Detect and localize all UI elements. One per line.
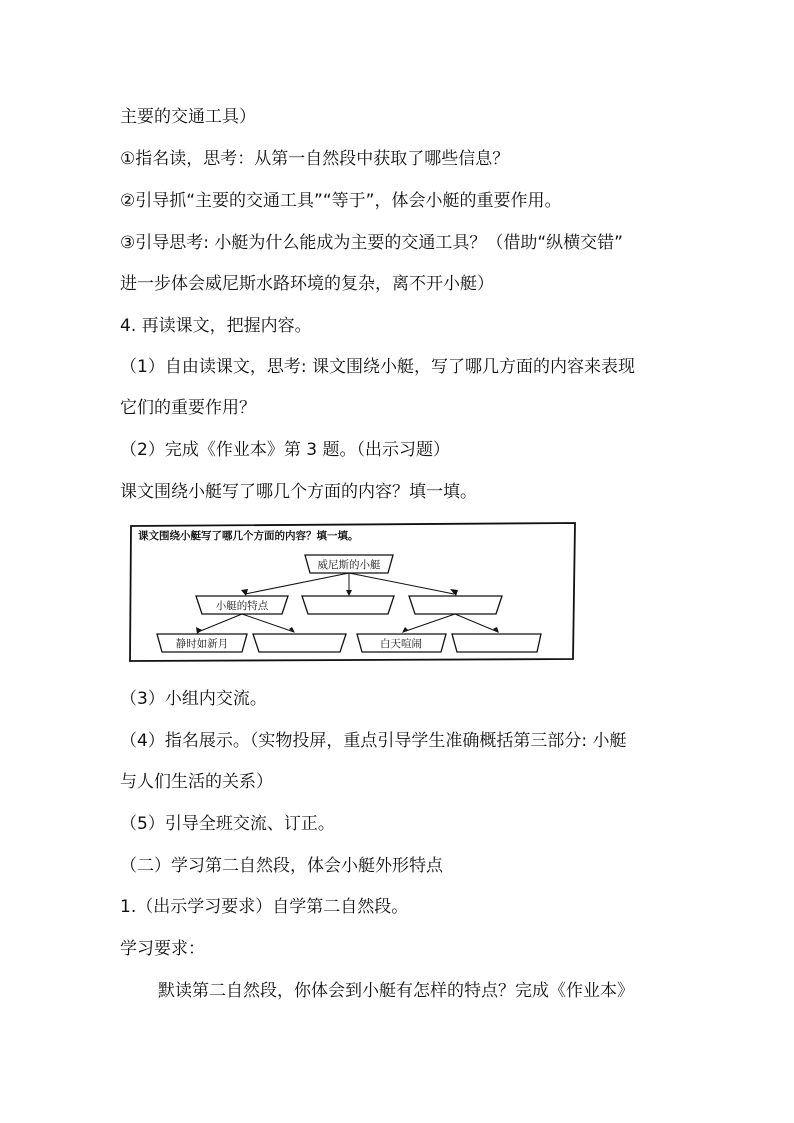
text-line: 默读第二自然段，你体会到小艇有怎样的特点？完成《作业本》 [158,981,634,1001]
connector [455,614,498,632]
text-line: 主要的交通工具） [120,107,256,127]
text-line: ①指名读，思考：从第一自然段中获取了哪些信息？ [120,149,510,169]
tree-diagram [128,522,578,662]
text-line: （5）引导全班交流、订正。 [120,814,335,834]
exercise-figure [128,522,578,662]
connector [349,573,454,594]
text-line: 它们的重要作用？ [120,398,256,418]
connector [403,614,455,632]
arrowhead [346,590,352,596]
text-line: ②引导抓“主要的交通工具”“等于”，体会小艇的重要作用。 [120,191,562,211]
level2-box [452,634,541,652]
arrowhead [241,589,248,596]
root-label: 威尼斯的小艇 [317,559,381,571]
level1-box [409,596,502,614]
figure-title: 课文围绕小艇写了哪几个方面的内容？填一填。 [138,530,359,542]
text-line: （4）指名展示。（实物投屏，重点引导学生准确概括第三部分: 小艇 [120,731,627,751]
level2-label: 静时如新月 [175,638,229,650]
text-line: （2）完成《作业本》第 3 题。（出示习题） [120,440,450,460]
text-line: 课文围绕小艇写了哪几个方面的内容？填一填。 [120,482,477,502]
arrowhead [289,627,295,633]
text-line: 1.（出示学习要求）自学第二自然段。 [120,897,409,917]
text-line: （1）自由读课文，思考: 课文围绕小艇，写了哪几方面的内容来表现 [120,357,635,377]
text-line: （3）小组内交流。 [120,689,267,709]
level1-box [302,596,394,614]
connector [198,614,242,632]
text-line: 学习要求： [120,939,205,959]
section-heading: 4. 再读课文，把握内容。 [120,316,312,336]
level2-box [253,634,346,652]
text-line: ③引导思考: 小艇为什么能成为主要的交通工具？（借助“纵横交错” [120,233,623,253]
level1-label: 小艇的特点 [215,600,269,612]
arrowhead [402,627,408,633]
level2-label: 白天喧闹 [380,638,422,650]
connector [242,614,294,632]
section-heading: （二）学习第二自然段，体会小艇外形特点 [120,856,443,876]
arrowhead [450,589,458,596]
text-line: 与人们生活的关系） [120,772,273,792]
text-line: 进一步体会威尼斯水路环境的复杂，离不开小艇） [120,274,494,294]
arrowhead [196,627,202,634]
connector [245,573,349,594]
